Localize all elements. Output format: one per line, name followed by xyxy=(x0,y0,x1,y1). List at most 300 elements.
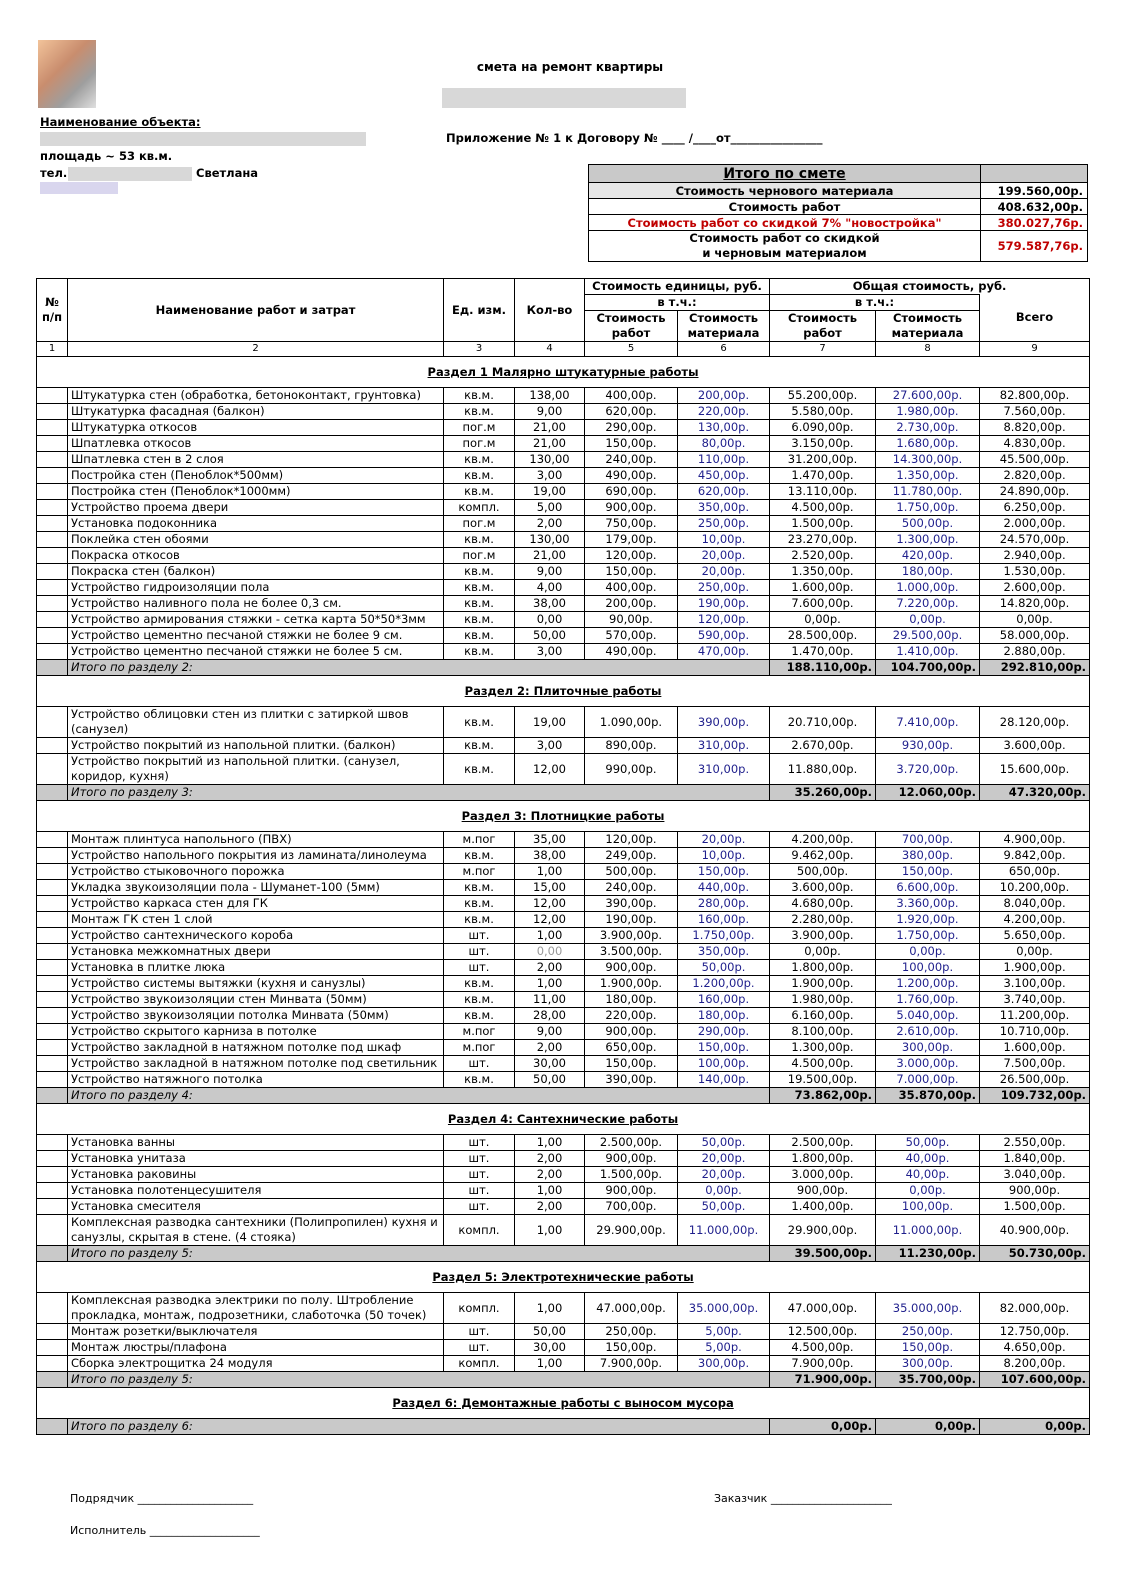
table-row xyxy=(37,548,1090,564)
document-title: смета на ремонт квартиры xyxy=(476,60,664,74)
unit-work-cost: 390,00р. xyxy=(585,1072,678,1088)
executor-signature: Исполнитель ____________________ xyxy=(70,1524,260,1537)
unit-material-cost: 150,00р. xyxy=(678,1040,770,1056)
unit-work-cost: 3.500,00р. xyxy=(585,944,678,960)
row-number xyxy=(37,1199,68,1215)
table-row xyxy=(37,707,1090,738)
row-number xyxy=(37,944,68,960)
qty-cell: 15,00 xyxy=(515,880,585,896)
unit-cell: кв.м. xyxy=(444,754,515,785)
total-material-cost: 100,00р. xyxy=(876,960,980,976)
row-number xyxy=(37,738,68,754)
total-work-cost: 2.670,00р. xyxy=(770,738,876,754)
qty-cell: 130,00 xyxy=(515,452,585,468)
total-cost: 4.900,00р. xyxy=(980,832,1090,848)
total-material-cost: 1.750,00р. xyxy=(876,928,980,944)
total-work-cost: 1.980,00р. xyxy=(770,992,876,1008)
work-name: Устройство покрытий из напольной плитки. (санузел, коридор, кухня) xyxy=(68,754,444,785)
col-incl-header: в т.ч.: xyxy=(585,295,770,311)
row-number xyxy=(37,1024,68,1040)
section-title: Раздел 4: Сантехнические работы xyxy=(37,1104,1090,1135)
unit-cell: м.пог xyxy=(444,1024,515,1040)
total-material-cost: 11.000,00р. xyxy=(876,1215,980,1246)
subtotal-label: Итого по разделу 6: xyxy=(68,1419,770,1435)
row-number xyxy=(37,754,68,785)
unit-work-cost: 650,00р. xyxy=(585,1040,678,1056)
subtotal-blank xyxy=(37,660,68,676)
subtotal-blank xyxy=(37,785,68,801)
table-row xyxy=(37,1135,1090,1151)
qty-cell: 3,00 xyxy=(515,644,585,660)
total-cost: 28.120,00р. xyxy=(980,707,1090,738)
summary-label: Стоимость работ xyxy=(589,199,981,215)
qty-cell: 9,00 xyxy=(515,404,585,420)
summary-value: 199.560,00р. xyxy=(981,183,1088,199)
work-name: Установка в плитке люка xyxy=(68,960,444,976)
qty-cell: 9,00 xyxy=(515,1024,585,1040)
col-number: 9 xyxy=(980,342,1090,357)
total-work-cost: 23.270,00р. xyxy=(770,532,876,548)
total-material-cost: 930,00р. xyxy=(876,738,980,754)
table-row xyxy=(37,912,1090,928)
total-material-cost: 1.300,00р. xyxy=(876,532,980,548)
unit-cell: шт. xyxy=(444,1183,515,1199)
total-cost: 14.820,00р. xyxy=(980,596,1090,612)
unit-material-cost: 20,00р. xyxy=(678,832,770,848)
subtotal-total: 107.600,00р. xyxy=(980,1372,1090,1388)
unit-work-cost: 400,00р. xyxy=(585,580,678,596)
work-name: Постройка стен (Пеноблок*500мм) xyxy=(68,468,444,484)
total-material-cost: 3.720,00р. xyxy=(876,754,980,785)
work-name: Комплексная разводка электрики по полу. Штробление прокладка, монтаж, подрозетники, слаботочка (50 точек) xyxy=(68,1293,444,1324)
table-row xyxy=(37,596,1090,612)
unit-cell: кв.м. xyxy=(444,628,515,644)
total-material-cost: 1.980,00р. xyxy=(876,404,980,420)
qty-cell: 50,00 xyxy=(515,628,585,644)
unit-work-cost: 240,00р. xyxy=(585,452,678,468)
qty-cell: 1,00 xyxy=(515,928,585,944)
unit-material-cost: 310,00р. xyxy=(678,754,770,785)
unit-material-cost: 290,00р. xyxy=(678,1024,770,1040)
work-name: Устройство закладной в натяжном потолке под шкаф xyxy=(68,1040,444,1056)
col-number: 5 xyxy=(585,342,678,357)
summary-label: Стоимость чернового материала xyxy=(589,183,981,199)
unit-cell: кв.м. xyxy=(444,976,515,992)
subtotal-label: Итого по разделу 2: xyxy=(68,660,770,676)
total-cost: 26.500,00р. xyxy=(980,1072,1090,1088)
work-name: Сборка электрощитка 24 модуля xyxy=(68,1356,444,1372)
row-number xyxy=(37,880,68,896)
work-name: Устройство напольного покрытия из ламината/линолеума xyxy=(68,848,444,864)
subtotal-blank xyxy=(37,1372,68,1388)
work-name: Постройка стен (Пеноблок*1000мм) xyxy=(68,484,444,500)
table-row xyxy=(37,1056,1090,1072)
work-name: Устройство звукоизоляции стен Минвата (50мм) xyxy=(68,992,444,1008)
unit-material-cost: 50,00р. xyxy=(678,1135,770,1151)
unit-material-cost: 50,00р. xyxy=(678,1199,770,1215)
total-material-cost: 7.220,00р. xyxy=(876,596,980,612)
total-work-cost: 3.900,00р. xyxy=(770,928,876,944)
table-row xyxy=(37,1356,1090,1372)
total-cost: 6.250,00р. xyxy=(980,500,1090,516)
total-cost: 8.040,00р. xyxy=(980,896,1090,912)
subtotal-work: 0,00р. xyxy=(770,1419,876,1435)
row-number xyxy=(37,468,68,484)
table-row xyxy=(37,864,1090,880)
unit-material-cost: 10,00р. xyxy=(678,532,770,548)
total-work-cost: 2.500,00р. xyxy=(770,1135,876,1151)
table-row xyxy=(37,628,1090,644)
total-work-cost: 4.200,00р. xyxy=(770,832,876,848)
subtotal-label: Итого по разделу 5: xyxy=(68,1246,770,1262)
summary-value: 579.587,76р. xyxy=(981,231,1088,262)
unit-material-cost: 5,00р. xyxy=(678,1340,770,1356)
row-number xyxy=(37,1183,68,1199)
unit-material-cost: 120,00р. xyxy=(678,612,770,628)
total-cost: 3.100,00р. xyxy=(980,976,1090,992)
total-cost: 650,00р. xyxy=(980,864,1090,880)
summary-label: Стоимость работ со скидкой 7% "новостройка" xyxy=(589,215,981,231)
row-number xyxy=(37,532,68,548)
unit-work-cost: 120,00р. xyxy=(585,832,678,848)
col-number: 1 xyxy=(37,342,68,357)
total-material-cost: 1.920,00р. xyxy=(876,912,980,928)
total-work-cost: 7.900,00р. xyxy=(770,1356,876,1372)
total-cost: 3.040,00р. xyxy=(980,1167,1090,1183)
total-work-cost: 1.470,00р. xyxy=(770,468,876,484)
total-cost: 1.530,00р. xyxy=(980,564,1090,580)
unit-work-cost: 240,00р. xyxy=(585,880,678,896)
unit-cell: шт. xyxy=(444,928,515,944)
row-number xyxy=(37,436,68,452)
qty-cell: 0,00 xyxy=(515,944,585,960)
unit-material-cost: 20,00р. xyxy=(678,548,770,564)
col-unit-header: Ед. изм. xyxy=(444,279,515,342)
unit-cell: м.пог xyxy=(444,1040,515,1056)
total-cost: 1.840,00р. xyxy=(980,1151,1090,1167)
total-work-cost: 1.500,00р. xyxy=(770,516,876,532)
unit-work-cost: 7.900,00р. xyxy=(585,1356,678,1372)
work-name: Монтаж плинтуса напольного (ПВХ) xyxy=(68,832,444,848)
qty-cell: 12,00 xyxy=(515,896,585,912)
total-material-cost: 150,00р. xyxy=(876,864,980,880)
row-number xyxy=(37,832,68,848)
total-cost: 45.500,00р. xyxy=(980,452,1090,468)
total-work-cost: 4.500,00р. xyxy=(770,1340,876,1356)
summary-table xyxy=(588,164,1088,262)
total-material-cost: 380,00р. xyxy=(876,848,980,864)
row-number xyxy=(37,1135,68,1151)
unit-work-cost: 290,00р. xyxy=(585,420,678,436)
qty-cell: 19,00 xyxy=(515,484,585,500)
total-material-cost: 1.750,00р. xyxy=(876,500,980,516)
table-row xyxy=(37,532,1090,548)
col-work-header: Стоимость работ xyxy=(770,311,876,342)
unit-material-cost: 50,00р. xyxy=(678,960,770,976)
qty-cell: 12,00 xyxy=(515,754,585,785)
unit-work-cost: 490,00р. xyxy=(585,644,678,660)
qty-cell: 2,00 xyxy=(515,960,585,976)
total-material-cost: 1.350,00р. xyxy=(876,468,980,484)
total-work-cost: 1.800,00р. xyxy=(770,960,876,976)
row-number xyxy=(37,1356,68,1372)
total-cost: 0,00р. xyxy=(980,612,1090,628)
row-number xyxy=(37,388,68,404)
row-number xyxy=(37,928,68,944)
row-number xyxy=(37,1008,68,1024)
subtotal-blank xyxy=(37,1246,68,1262)
summary-value: 380.027,76р. xyxy=(981,215,1088,231)
unit-material-cost: 620,00р. xyxy=(678,484,770,500)
table-row xyxy=(37,452,1090,468)
unit-cell: кв.м. xyxy=(444,596,515,612)
unit-material-cost: 590,00р. xyxy=(678,628,770,644)
total-material-cost: 300,00р. xyxy=(876,1356,980,1372)
work-name: Устройство гидроизоляции пола xyxy=(68,580,444,596)
table-row xyxy=(37,848,1090,864)
total-cost: 8.820,00р. xyxy=(980,420,1090,436)
subtotal-total: 292.810,00р. xyxy=(980,660,1090,676)
qty-cell: 12,00 xyxy=(515,912,585,928)
section-header-row xyxy=(37,1262,1090,1293)
work-name: Устройство армирования стяжки - сетка карта 50*50*3мм xyxy=(68,612,444,628)
qty-cell: 11,00 xyxy=(515,992,585,1008)
qty-cell: 21,00 xyxy=(515,420,585,436)
qty-cell: 28,00 xyxy=(515,1008,585,1024)
subtotal-material: 0,00р. xyxy=(876,1419,980,1435)
section-title: Раздел 5: Электротехнические работы xyxy=(37,1262,1090,1293)
unit-work-cost: 500,00р. xyxy=(585,864,678,880)
qty-cell: 4,00 xyxy=(515,580,585,596)
unit-cell: кв.м. xyxy=(444,452,515,468)
unit-cell: шт. xyxy=(444,1199,515,1215)
total-material-cost: 420,00р. xyxy=(876,548,980,564)
unit-cell: кв.м. xyxy=(444,484,515,500)
work-name: Шпатлевка откосов xyxy=(68,436,444,452)
total-cost: 1.500,00р. xyxy=(980,1199,1090,1215)
total-cost: 9.842,00р. xyxy=(980,848,1090,864)
unit-work-cost: 200,00р. xyxy=(585,596,678,612)
unit-cell: кв.м. xyxy=(444,896,515,912)
unit-work-cost: 490,00р. xyxy=(585,468,678,484)
total-work-cost: 19.500,00р. xyxy=(770,1072,876,1088)
qty-cell: 0,00 xyxy=(515,612,585,628)
qty-cell: 1,00 xyxy=(515,976,585,992)
row-number xyxy=(37,960,68,976)
total-work-cost: 8.100,00р. xyxy=(770,1024,876,1040)
unit-work-cost: 3.900,00р. xyxy=(585,928,678,944)
total-material-cost: 14.300,00р. xyxy=(876,452,980,468)
section-header-row xyxy=(37,1388,1090,1419)
total-cost: 1.900,00р. xyxy=(980,960,1090,976)
row-number xyxy=(37,580,68,596)
total-material-cost: 6.600,00р. xyxy=(876,880,980,896)
unit-work-cost: 890,00р. xyxy=(585,738,678,754)
unit-material-cost: 80,00р. xyxy=(678,436,770,452)
unit-work-cost: 400,00р. xyxy=(585,388,678,404)
total-material-cost: 2.730,00р. xyxy=(876,420,980,436)
total-cost: 58.000,00р. xyxy=(980,628,1090,644)
unit-cell: кв.м. xyxy=(444,580,515,596)
total-material-cost: 500,00р. xyxy=(876,516,980,532)
total-material-cost: 0,00р. xyxy=(876,1183,980,1199)
table-row xyxy=(37,1167,1090,1183)
row-number xyxy=(37,848,68,864)
work-name: Устройство скрытого карниза в потолке xyxy=(68,1024,444,1040)
total-work-cost: 47.000,00р. xyxy=(770,1293,876,1324)
unit-cell: компл. xyxy=(444,1215,515,1246)
total-work-cost: 3.000,00р. xyxy=(770,1167,876,1183)
unit-material-cost: 350,00р. xyxy=(678,944,770,960)
row-number xyxy=(37,612,68,628)
qty-cell: 2,00 xyxy=(515,516,585,532)
total-cost: 1.600,00р. xyxy=(980,1040,1090,1056)
unit-cell: кв.м. xyxy=(444,880,515,896)
total-work-cost: 1.800,00р. xyxy=(770,1151,876,1167)
work-name: Устройство системы вытяжки (кухня и санузлы) xyxy=(68,976,444,992)
total-material-cost: 40,00р. xyxy=(876,1151,980,1167)
total-material-cost: 40,00р. xyxy=(876,1167,980,1183)
total-cost: 7.500,00р. xyxy=(980,1056,1090,1072)
total-material-cost: 180,00р. xyxy=(876,564,980,580)
qty-cell: 50,00 xyxy=(515,1072,585,1088)
work-name: Укладка звукоизоляции пола - Шуманет-100 (5мм) xyxy=(68,880,444,896)
total-material-cost: 1.000,00р. xyxy=(876,580,980,596)
total-material-cost: 1.410,00р. xyxy=(876,644,980,660)
col-total-header: Всего xyxy=(980,295,1090,342)
total-material-cost: 2.610,00р. xyxy=(876,1024,980,1040)
qty-cell: 1,00 xyxy=(515,1356,585,1372)
table-row xyxy=(37,880,1090,896)
unit-work-cost: 570,00р. xyxy=(585,628,678,644)
total-cost: 7.560,00р. xyxy=(980,404,1090,420)
unit-material-cost: 150,00р. xyxy=(678,864,770,880)
unit-work-cost: 90,00р. xyxy=(585,612,678,628)
total-work-cost: 1.400,00р. xyxy=(770,1199,876,1215)
unit-material-cost: 35.000,00р. xyxy=(678,1293,770,1324)
total-work-cost: 2.520,00р. xyxy=(770,548,876,564)
subtotal-total: 0,00р. xyxy=(980,1419,1090,1435)
subtotal-row xyxy=(37,1419,1090,1435)
qty-cell: 1,00 xyxy=(515,1183,585,1199)
unit-material-cost: 11.000,00р. xyxy=(678,1215,770,1246)
unit-work-cost: 900,00р. xyxy=(585,500,678,516)
total-work-cost: 29.900,00р. xyxy=(770,1215,876,1246)
unit-work-cost: 1.900,00р. xyxy=(585,976,678,992)
unit-work-cost: 29.900,00р. xyxy=(585,1215,678,1246)
table-row xyxy=(37,500,1090,516)
total-cost: 4.200,00р. xyxy=(980,912,1090,928)
unit-material-cost: 20,00р. xyxy=(678,1151,770,1167)
unit-cell: кв.м. xyxy=(444,564,515,580)
qty-cell: 50,00 xyxy=(515,1324,585,1340)
work-name: Штукатурка фасадная (балкон) xyxy=(68,404,444,420)
table-row xyxy=(37,1215,1090,1246)
row-number xyxy=(37,516,68,532)
qty-cell: 21,00 xyxy=(515,436,585,452)
unit-material-cost: 160,00р. xyxy=(678,912,770,928)
total-work-cost: 7.600,00р. xyxy=(770,596,876,612)
table-row xyxy=(37,1008,1090,1024)
work-name: Устройство звукоизоляции потолка Минвата (50мм) xyxy=(68,1008,444,1024)
row-number xyxy=(37,896,68,912)
subtotal-total: 109.732,00р. xyxy=(980,1088,1090,1104)
unit-material-cost: 390,00р. xyxy=(678,707,770,738)
subtotal-row xyxy=(37,660,1090,676)
unit-cell: кв.м. xyxy=(444,644,515,660)
table-row xyxy=(37,388,1090,404)
area-label: площадь ~ 53 кв.м. xyxy=(40,149,173,163)
total-work-cost: 13.110,00р. xyxy=(770,484,876,500)
unit-cell: шт. xyxy=(444,944,515,960)
unit-work-cost: 900,00р. xyxy=(585,960,678,976)
table-row xyxy=(37,484,1090,500)
unit-work-cost: 220,00р. xyxy=(585,1008,678,1024)
table-row xyxy=(37,944,1090,960)
summary-value: 408.632,00р. xyxy=(981,199,1088,215)
row-number xyxy=(37,644,68,660)
total-cost: 3.600,00р. xyxy=(980,738,1090,754)
unit-work-cost: 150,00р. xyxy=(585,436,678,452)
qty-cell: 1,00 xyxy=(515,1135,585,1151)
col-num-header: № п/п xyxy=(37,279,68,342)
total-material-cost: 0,00р. xyxy=(876,944,980,960)
work-name: Устройство цементно песчаной стяжки не более 9 см. xyxy=(68,628,444,644)
total-material-cost: 1.680,00р. xyxy=(876,436,980,452)
unit-material-cost: 280,00р. xyxy=(678,896,770,912)
qty-cell: 1,00 xyxy=(515,864,585,880)
unit-work-cost: 900,00р. xyxy=(585,1151,678,1167)
work-name: Монтаж люстры/плафона xyxy=(68,1340,444,1356)
unit-work-cost: 690,00р. xyxy=(585,484,678,500)
work-name: Устройство каркаса стен для ГК xyxy=(68,896,444,912)
total-work-cost: 1.600,00р. xyxy=(770,580,876,596)
unit-work-cost: 150,00р. xyxy=(585,1340,678,1356)
unit-material-cost: 100,00р. xyxy=(678,1056,770,1072)
work-name: Устройство облицовки стен из плитки с затиркой швов (санузел) xyxy=(68,707,444,738)
unit-material-cost: 0,00р. xyxy=(678,1183,770,1199)
work-name: Установка подоконника xyxy=(68,516,444,532)
total-work-cost: 3.600,00р. xyxy=(770,880,876,896)
unit-cell: шт. xyxy=(444,1167,515,1183)
subtotal-work: 35.260,00р. xyxy=(770,785,876,801)
total-material-cost: 29.500,00р. xyxy=(876,628,980,644)
subtotal-total: 47.320,00р. xyxy=(980,785,1090,801)
work-name: Поклейка стен обоями xyxy=(68,532,444,548)
row-number xyxy=(37,1072,68,1088)
unit-work-cost: 47.000,00р. xyxy=(585,1293,678,1324)
total-material-cost: 7.000,00р. xyxy=(876,1072,980,1088)
qty-cell: 9,00 xyxy=(515,564,585,580)
work-name: Установка полотенцесушителя xyxy=(68,1183,444,1199)
row-number xyxy=(37,548,68,564)
row-number xyxy=(37,484,68,500)
unit-material-cost: 350,00р. xyxy=(678,500,770,516)
summary-title: Итого по смете xyxy=(589,165,981,183)
work-name: Монтаж розетки/выключателя xyxy=(68,1324,444,1340)
total-cost: 12.750,00р. xyxy=(980,1324,1090,1340)
work-name: Устройство покрытий из напольной плитки. (балкон) xyxy=(68,738,444,754)
table-row xyxy=(37,1340,1090,1356)
work-name: Шпатлевка стен в 2 слоя xyxy=(68,452,444,468)
col-name-header: Наименование работ и затрат xyxy=(68,279,444,342)
table-row xyxy=(37,420,1090,436)
unit-material-cost: 220,00р. xyxy=(678,404,770,420)
total-material-cost: 5.040,00р. xyxy=(876,1008,980,1024)
col-number: 3 xyxy=(444,342,515,357)
table-row xyxy=(37,896,1090,912)
total-cost: 10.200,00р. xyxy=(980,880,1090,896)
